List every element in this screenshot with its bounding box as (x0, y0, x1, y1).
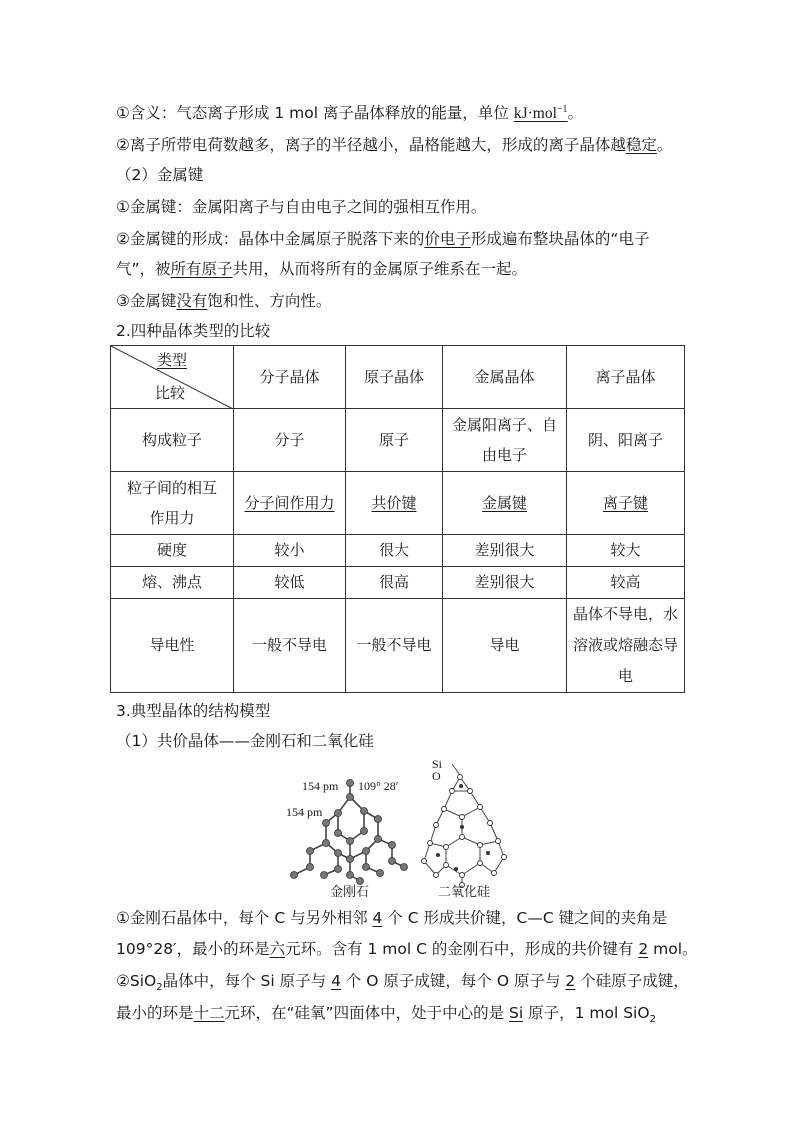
table-cell: 阴、阳离子 (567, 409, 685, 472)
paragraph-diamond-ring: 109°28′，最小的环是六元环。含有 1 mol C 的金刚石中，形成的共价键有 2 mol。 (116, 940, 698, 958)
paragraph-metallic-bond-definition: ①金属键：金属阳离子与自由电子之间的强相互作用。 (116, 198, 487, 216)
diamond-caption: 金刚石 (330, 885, 370, 900)
table-cell: 晶体不导电，水溶液或熔融态导电 (567, 599, 685, 693)
paragraph-metallic-bond-properties: ③金属键没有饱和性、方向性。 (116, 292, 332, 310)
table-cell: 很大 (346, 535, 443, 567)
subheading-metallic-bond: （2）金属键 (116, 166, 204, 184)
heading-crystal-models: 3.典型晶体的结构模型 (116, 702, 271, 720)
diamond-bond-angle-label: 109° 28′ (358, 779, 399, 793)
table-cell: 分子 (234, 409, 346, 472)
table-cell: 很高 (346, 567, 443, 599)
table-header-cell: 金属晶体 (443, 346, 567, 409)
silica-caption: 二氧化硅 (438, 885, 491, 900)
paragraph-diamond-bonding: ①金刚石晶体中，每个 C 与另外相邻 4 个 C 形成共价键，C—C 键之间的夹角是 (116, 909, 668, 927)
table-cell: 导电 (443, 599, 567, 693)
table-cell: 较低 (234, 567, 346, 599)
table-cell: 差别很大 (443, 567, 567, 599)
table-row-label: 导电性 (111, 599, 234, 693)
table-cell: 共价键 (346, 472, 443, 535)
table-row (111, 472, 685, 535)
diamond-bond-length-label-2: 154 pm (286, 805, 323, 819)
table-cell: 差别很大 (443, 535, 567, 567)
table-cell: 原子 (346, 409, 443, 472)
diagonal-label-compare: 比较 (155, 384, 186, 402)
heading-crystal-comparison: 2.四种晶体类型的比较 (116, 322, 271, 340)
paragraph-lattice-energy-factors: ②离子所带电荷数越多，离子的半径越小，晶格能越大，形成的离子晶体越稳定。 (116, 136, 673, 154)
table-header-row (111, 346, 685, 409)
silica-structure (424, 777, 504, 885)
table-row (111, 599, 685, 693)
table-cell: 金属键 (443, 472, 567, 535)
crystal-structure-figure (280, 757, 520, 899)
table-cell: 一般不导电 (346, 599, 443, 693)
silica-o-label: O (432, 769, 441, 783)
silica-si-label: Si (432, 757, 443, 771)
paragraph-silica-bonding: ②SiO$_2$晶体中，每个 Si 原子与 4 个 O 原子成键，每个 O 原子与 2 个硅原子成键， (116, 972, 689, 994)
table-cell: 较大 (567, 535, 685, 567)
table-cell: 分子间作用力 (234, 472, 346, 535)
table-cell: 离子键 (567, 472, 685, 535)
table-row (111, 409, 685, 472)
table-cell: 金属阳离子、自由电子 (443, 409, 567, 472)
table-row (111, 567, 685, 599)
diagonal-label-type: 类型 (156, 351, 187, 369)
crystal-comparison-table (110, 345, 685, 693)
table-header-cell: 分子晶体 (234, 346, 346, 409)
paragraph-silica-ring: 最小的环是十二元环，在“硅氧”四面体中，处于中心的是 Si 原子，1 mol SiO$_2$ (116, 1004, 656, 1026)
diamond-atoms (291, 780, 408, 885)
table-header-cell: 离子晶体 (567, 346, 685, 409)
table-row-label: 构成粒子 (111, 409, 234, 472)
diamond-bond-length-label: 154 pm (302, 779, 339, 793)
table-cell: 较高 (567, 567, 685, 599)
table-row (111, 535, 685, 567)
table-row-label: 硬度 (111, 535, 234, 567)
table-header-cell: 原子晶体 (346, 346, 443, 409)
table-cell: 一般不导电 (234, 599, 346, 693)
subheading-covalent-crystal: （1）共价晶体——金刚石和二氧化硅 (116, 732, 374, 750)
silica-si-atoms (436, 784, 490, 871)
table-diagonal-header-cell (111, 346, 234, 409)
table-row-label: 熔、沸点 (111, 567, 234, 599)
paragraph-lattice-energy-meaning: ①含义：气态离子形成 1 mol 离子晶体释放的能量，单位 kJ·mol$^{-1}$。 (116, 103, 584, 122)
table-cell: 较小 (234, 535, 346, 567)
paragraph-metallic-bond-formation-cont: 气”，被所有原子共用，从而将所有的金属原子维系在一起。 (116, 260, 528, 278)
table-row-label: 粒子间的相互作用力 (111, 472, 234, 535)
paragraph-metallic-bond-formation: ②金属键的形成：晶体中金属原子脱落下来的价电子形成遍布整块晶体的“电子 (116, 230, 650, 248)
